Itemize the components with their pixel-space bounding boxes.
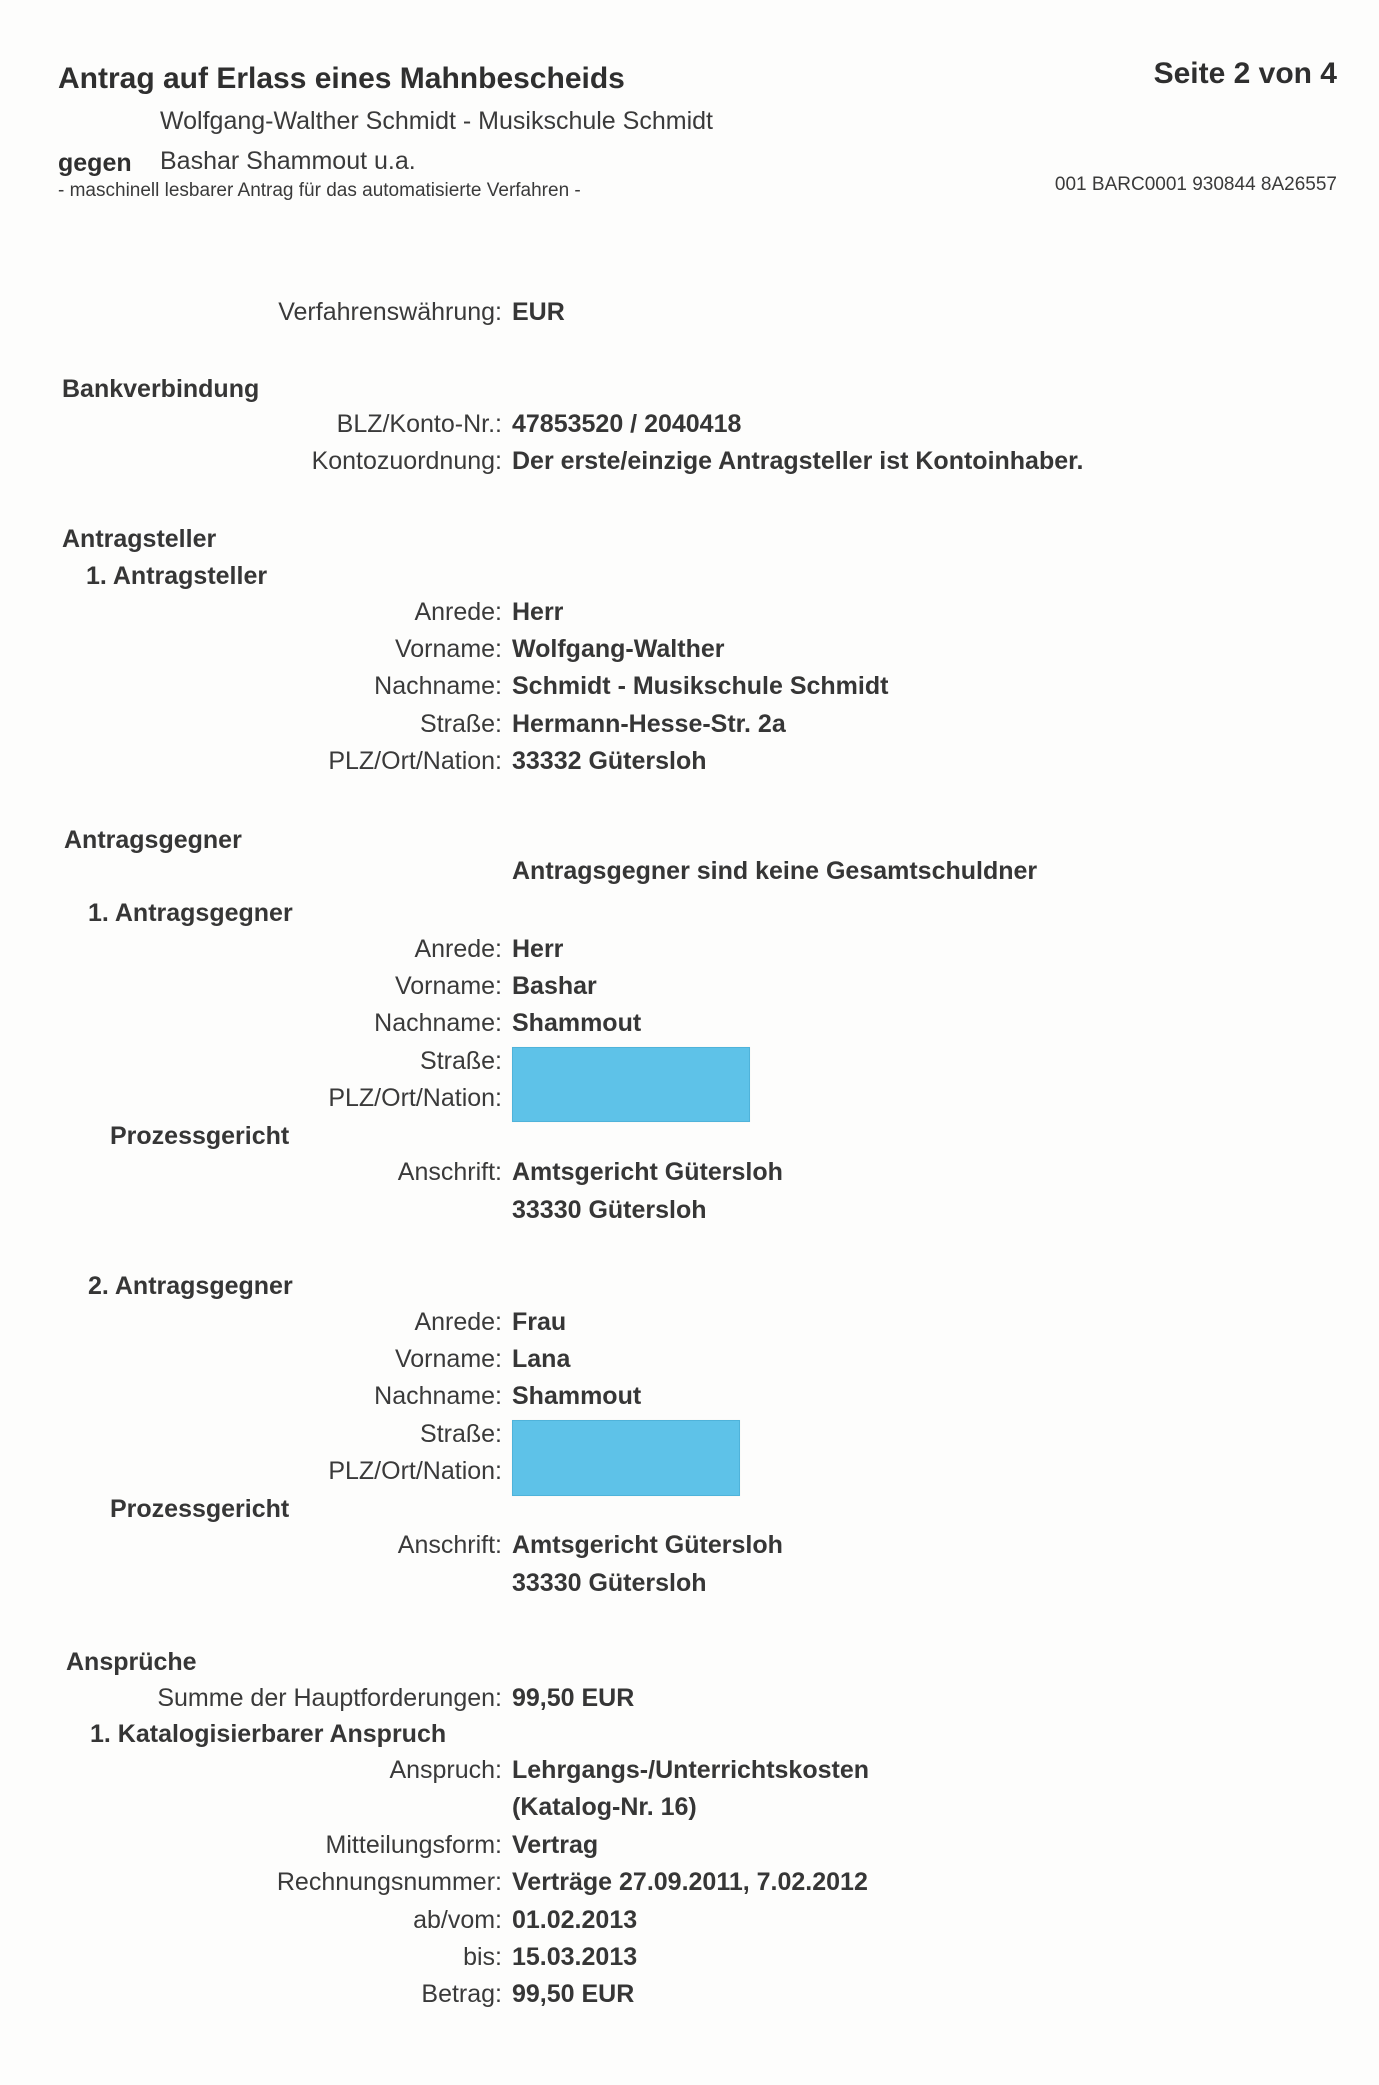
page-number: Seite 2 von 4 — [1153, 57, 1337, 90]
firstname-label: Vorname: — [394, 1345, 502, 1373]
redaction-sticker — [512, 1047, 750, 1122]
claim-value-line-1: Lehrgangs-/Unterrichtskosten — [512, 1756, 870, 1784]
salutation-value: Herr — [512, 598, 564, 626]
opponent-1-salutation-row — [0, 935, 1379, 967]
salutation-value: Frau — [512, 1308, 567, 1336]
lastname-label: Nachname: — [374, 1009, 502, 1037]
against-label: gegen — [58, 149, 132, 177]
reference-number: 001 BARC0001 930844 8A26557 — [1054, 174, 1337, 195]
applicant-name-line: Wolfgang-Walther Schmidt - Musikschule Schmidt — [160, 107, 713, 135]
firstname-label: Vorname: — [394, 972, 502, 1000]
communication-form-value: Vertrag — [512, 1831, 599, 1859]
blz-row — [0, 410, 1379, 442]
court-2-address-row — [0, 1531, 1379, 1563]
lastname-label: Nachname: — [374, 1382, 502, 1410]
applicant-salutation-row — [0, 598, 1379, 630]
opponent-2-lastname-row — [0, 1382, 1379, 1414]
firstname-value: Lana — [512, 1345, 571, 1373]
claim-label: Anspruch: — [389, 1756, 502, 1784]
sum-value: 99,50 EUR — [512, 1684, 635, 1712]
firstname-value: Wolfgang-Walther — [512, 635, 725, 663]
from-date-row — [0, 1906, 1379, 1938]
opponent-2-salutation-row — [0, 1308, 1379, 1340]
street-label: Straße: — [420, 1420, 502, 1448]
opponent-1-firstname-row — [0, 972, 1379, 1004]
street-label: Straße: — [420, 710, 502, 738]
applicant-street-row — [0, 710, 1379, 742]
lastname-value: Shammout — [512, 1382, 642, 1410]
claim-type-row-2 — [0, 1793, 1379, 1825]
redaction-sticker — [512, 1420, 740, 1496]
against-value: Bashar Shammout u.a. — [160, 147, 416, 175]
account-assignment-value: Der erste/einzige Antragsteller ist Kontoinhaber. — [512, 447, 1084, 475]
city-label: PLZ/Ort/Nation: — [328, 747, 502, 775]
address-line-1: Amtsgericht Gütersloh — [512, 1531, 783, 1559]
address-line-2: 33330 Gütersloh — [512, 1196, 707, 1224]
amount-value: 99,50 EUR — [512, 1980, 635, 2008]
salutation-label: Anrede: — [414, 598, 502, 626]
account-assignment-row — [0, 447, 1379, 479]
amount-row — [0, 1980, 1379, 2012]
claim-value-line-2: (Katalog-Nr. 16) — [512, 1793, 697, 1821]
lastname-label: Nachname: — [374, 672, 502, 700]
street-label: Straße: — [420, 1047, 502, 1075]
applicant-city-row — [0, 747, 1379, 779]
invoice-number-label: Rechnungsnummer: — [276, 1868, 502, 1896]
opponents-note: Antragsgegner sind keine Gesamtschuldner — [512, 857, 1038, 885]
claim-1-heading: 1. Katalogisierbarer Anspruch — [90, 1720, 447, 1748]
court-1-address-row-2 — [0, 1196, 1379, 1228]
salutation-label: Anrede: — [414, 935, 502, 963]
from-date-value: 01.02.2013 — [512, 1906, 638, 1934]
opponent-1-lastname-row — [0, 1009, 1379, 1041]
opponent-2-firstname-row — [0, 1345, 1379, 1377]
from-date-label: ab/vom: — [413, 1906, 502, 1934]
applicant-1-heading: 1. Antragsteller — [86, 562, 268, 590]
court-1-heading: Prozessgericht — [110, 1122, 290, 1150]
to-date-label: bis: — [463, 1943, 502, 1971]
amount-label: Betrag: — [421, 1980, 502, 2008]
salutation-value: Herr — [512, 935, 564, 963]
sum-label: Summe der Hauptforderungen: — [157, 1684, 502, 1712]
opponent-2-heading: 2. Antragsgegner — [88, 1272, 293, 1300]
invoice-number-value: Verträge 27.09.2011, 7.02.2012 — [512, 1868, 868, 1896]
currency-row — [0, 298, 1379, 330]
city-label: PLZ/Ort/Nation: — [328, 1084, 502, 1112]
claims-heading: Ansprüche — [66, 1648, 197, 1676]
applicant-firstname-row — [0, 635, 1379, 667]
lastname-value: Schmidt - Musikschule Schmidt — [512, 672, 889, 700]
lastname-value: Shammout — [512, 1009, 642, 1037]
to-date-value: 15.03.2013 — [512, 1943, 638, 1971]
communication-form-label: Mitteilungsform: — [325, 1831, 502, 1859]
street-value: Hermann-Hesse-Str. 2a — [512, 710, 786, 738]
court-2-address-row-2 — [0, 1569, 1379, 1601]
applicant-lastname-row — [0, 672, 1379, 704]
court-2-heading: Prozessgericht — [110, 1495, 290, 1523]
firstname-label: Vorname: — [394, 635, 502, 663]
opponent-1-heading: 1. Antragsgegner — [88, 899, 293, 927]
blz-value: 47853520 / 2040418 — [512, 410, 742, 438]
blz-label: BLZ/Konto-Nr.: — [336, 410, 502, 438]
applicant-heading: Antragsteller — [62, 525, 217, 553]
currency-label: Verfahrenswährung: — [278, 298, 502, 326]
address-label: Anschrift: — [397, 1158, 502, 1186]
address-label: Anschrift: — [397, 1531, 502, 1559]
city-value: 33332 Gütersloh — [512, 747, 707, 775]
opponents-heading: Antragsgegner — [64, 826, 242, 854]
address-line-2: 33330 Gütersloh — [512, 1569, 707, 1597]
to-date-row — [0, 1943, 1379, 1975]
document-title: Antrag auf Erlass eines Mahnbescheids — [58, 62, 625, 95]
city-label: PLZ/Ort/Nation: — [328, 1457, 502, 1485]
claims-sum-row — [0, 1684, 1379, 1716]
currency-value: EUR — [512, 298, 565, 326]
court-1-address-row — [0, 1158, 1379, 1190]
account-assignment-label: Kontozuordnung: — [311, 447, 502, 475]
invoice-number-row — [0, 1868, 1379, 1900]
bank-heading: Bankverbindung — [62, 375, 260, 403]
claim-type-row — [0, 1756, 1379, 1788]
firstname-value: Bashar — [512, 972, 597, 1000]
communication-form-row — [0, 1831, 1379, 1863]
salutation-label: Anrede: — [414, 1308, 502, 1336]
address-line-1: Amtsgericht Gütersloh — [512, 1158, 783, 1186]
machine-readable-note: - maschinell lesbarer Antrag für das automatisierte Verfahren - — [58, 180, 581, 201]
